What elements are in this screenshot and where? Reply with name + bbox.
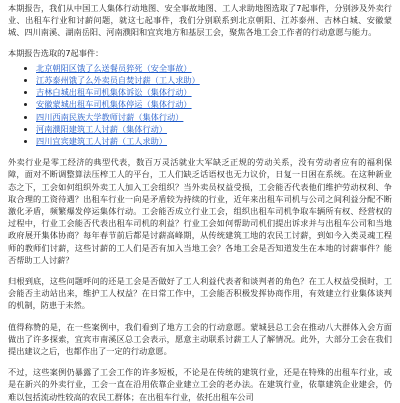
list-item	[36, 86, 392, 98]
body-paragraph-4: 不过，这些案例仍暴露了工会工作的许多短板，不论是在传统的建筑行业，还是在特殊的出租车行业，或是在新兴的外卖行业，工会一直在沿用依靠企业建立工会的老办法。在建筑行业，依靠建筑企业建会，仍难以包括流动性较高的农民工群体；在出租车行业，依托出租车公司	[8, 367, 392, 402]
event-link[interactable]: 北京朝阳区饿了么送餐员猝死（安全事故）	[36, 62, 192, 73]
event-link[interactable]: 河南濮阳建筑工人讨薪（集体行动）	[36, 123, 168, 134]
list-item	[36, 135, 392, 147]
body-paragraph-2: 归根到底，这些问题呼问的还是工会是否做好了工人利益代表者和谈判者的角色？在工人权益受损时，工会能否主动站出来，维护工人权益？在日常工作中，工会能否积极发挥协商作用，有效建立行业集体谈判的机制，防患于未然。	[8, 275, 392, 311]
event-link[interactable]: 江苏泰州饿了么外卖员自焚讨薪（工人求助）	[36, 75, 200, 85]
event-link[interactable]: 四川宜宾建筑工人讨薪（工人求助）	[36, 135, 168, 146]
body-paragraph-3: 值得称赞的是，在一些案例中，我们看到了地方工会的行动意愿。蒙城县总工会在推动八大群体入会方面做出了许多探索，宜宾市南溪区总工会表示，愿意主动联系讨薪工人了解情况。此外，大部分工会在我们提出建议之后，也都作出了一定的行动意愿。	[8, 321, 392, 356]
body-paragraph-1: 外卖行业是零工经济的典型代表，数百万灵活就业大军缺乏正规的劳动关系，没有劳动者应有的福利保障，面对不断调整算法压榨工人的平台，工人们缺乏话语权也无力议价，日复一日困在系统。在这种新业态之下，工会如何组织外卖工人加入工会组织？当外卖员权益受损，工会能否代表他们维护劳动权利、争取合理的工资待遇？出租车行业一向是矛盾较为持续的行业，近年来出租车司机与公司之间利益分配不断激化矛盾，频繁爆发停运集体行动。工会能否成立行业工会，组织出租车司机争取车辆所有权、经营权的过程中，行业工会能否代表出租车司机的利益？行业工会如何帮助司机们提出诉求并与出租车公司和当地政府展开集体协商？每年春节前后都是讨薪高峰期，从传统建筑工地的农民工讨薪，到如今入类灵魂工程师的教师们讨薪，这些讨薪的工人们是否有加入当地工会？各地工会是否知道发生在本地的讨薪事件？能否帮助工人讨薪？	[8, 157, 392, 265]
list-item	[36, 123, 392, 135]
event-list	[8, 62, 392, 147]
list-item	[36, 74, 392, 86]
intro-paragraph: 本期报告，我们从中国工人集体行动地图、安全事故地图、工人求助地图选取了7起事件，分别涉及外卖行业、出租车行业和讨薪问题，就这七起事件，我们分别联系到北京朝阳、江苏泰州、吉林白城、安徽蒙城、四川南溪、湖南岳阳、河南濮阳和宜宾地方和基层工会，聚焦各地工会工作者的行动意愿与能力。	[8, 3, 392, 38]
event-link[interactable]: 四川西南民族大学教师讨薪（集体行动）	[36, 111, 184, 122]
event-link[interactable]: 安徽蒙城出租车司机集体停运（集体行动）	[36, 99, 192, 110]
list-item	[36, 111, 392, 123]
events-heading: 本期报告选取的7起事件：	[8, 47, 104, 58]
list-item	[36, 62, 392, 74]
list-item	[36, 98, 392, 110]
event-link[interactable]: 吉林白城出租车司机集体诉讼（集体行动）	[36, 87, 192, 98]
